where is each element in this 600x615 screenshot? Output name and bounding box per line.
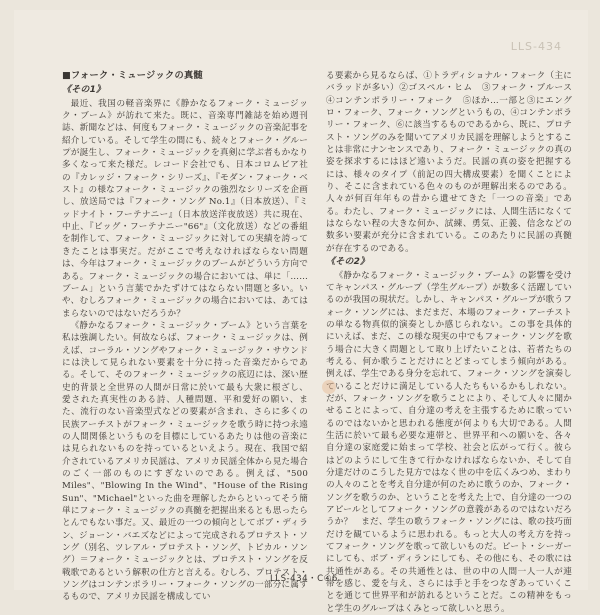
right-column [326, 70, 572, 615]
faded-stamp: LLS-434 [511, 40, 562, 53]
section-2-label: 《その2》 [326, 256, 572, 268]
paragraph: 最近、我国の軽音楽界に《静かなるフォーク・ミュージック・ブーム》が訪れて来た。既に、音楽専門雑誌を始め週刊誌、新聞などは、何度もフォーク・ミュージックの音楽記事を紹介している。そして学生の間にも、続々とフォーク・グループが誕生し、フォーク・ミュージックを真剣に学ぶ者もかなり多くなって来た様だ。レコード会社でも、日本コロムビア社の『カレッジ・フォーク・シリーズ』、『モダン・フォーク・ベスト』の様なフォーク・ミュージックの強烈なシリーズを企画し、放送局では『フォーク・ソング No.1』（日本放送）、『ミッドナイト・フーテナニー』（日本放送洋夜放送）共に現在、中止、『ビッグ・フーテナニー"66"』（文化放送）などの番組を制作して、フォーク・ミュージックに対しての実績を誇ってきたことは事実だ。だがここで考えなければならない問題は、今年はフォーク・ミュージックのブームがどういう方向である。フォーク・ミュージックの場合においては、単に「……ブーム」という言葉でかたずけてはならない問題と多い。いや、むしろフォーク・ミュージックの場合においては、あてはまらないのではないだろうか？ [62, 98, 308, 320]
paragraph: 《静かなるフォーク・ミュージック・ブーム》という言葉を私は強調したい。何故ならば、フォーク・ミュージックは、例えば、コーラル・ソングやフォーク・ミュージック・サウンドには決して見られない要素を十分に持った音楽だからである。そして、そのフォーク・ミュージックの底辺には、深い歴史的背景と全世界の人間が日常に於いて最も大衆に根ざし、愛された真実性のある詩、人種問題、平和愛好の願い、また、流行のない音楽型式などの要素が含まれ、さらに多くの民族アーチストがフォーク・ミュージックを歌う時に持つ永遠の人間関係というものを目標にしているあたりは他の音楽には見られないものを持っているといえよう。現在、我国で紹介されているアメリカ民謡は、アメリカ民謡全体から見た場合のごく一部のものにすぎないのである。例えば、"500 Miles"、"Blowing In the Wind"、"House of the Rising Sun"、"Michael"といった曲を理解したからといってそう簡単にフォーク・ミュージックの真髄を把握出来るとも思ったらとんでもない事だ。又、最近の一つの傾向としてボブ・ディラン、ジョーン・バエズなどによって完成されるプロテスト・ソング（別名、ツレアル・プロテスト・ソング、トピカル・ソング）＝フォーク・ミュージックとは、プロテスト・ソングを反戦歌であるという解釈の仕方と言える。むしろ、プロテスト・ソングはコンテンポラリー・フォーク・ソングの一部分に属するもので、アメリカ民謡を構成してい [62, 320, 308, 604]
catalog-number: LLS-434・C④6 [270, 572, 338, 584]
left-column [62, 70, 308, 604]
article-heading: ■フォーク・ミュージックの真髄 [62, 70, 308, 82]
liner-notes-sheet [14, 10, 588, 590]
stain-mark [322, 380, 336, 394]
paragraph: 《静かなるフォーク・ミュージック・ブーム》の影響を受けてキャンパス・グループ（学生グループ）が数多く活躍しているのが我国の現状だ。しかし、キャンパス・グループが歌うフォーク・ソングには、まだまだ、本場のフォーク・アーチストの単なる物真似的演奏としか感じられない。この事を具体的にいえば、まだ、この様な現実の中でもフォーク・ソングを歌う場合に大きく問題として取り上げたいことは、若者たちの考える、何か歌うことだけにとどまってしまう傾向がある。例えば、学生である身分を忘れて、フォーク・ソングを演奏していることだけに満足している人たちもいるかもしれない。だが、フォーク・ソングを歌うことにより、そして人々に聞かせることによって、自分達の考えを主張するために歌っているのではないかと思われる態度が何よりも大切である。人間生活に於いて最も必要な連帯と、世界平和への願いを、各々自分達の家庭愛に始まって学校、社会と広がって行く。彼らはどのようにして生きて行かなければならないか、そして自分達だけのこうした見方ではなく世の中を広くみつめ、まわりの人々のことを考え自分達が何のために歌うのか、フォーク・ソングを歌うのか、ということを考えた上で、自分達の一つのアピールとしてフォーク・ソングの意義があるのではないだろうか？ まだ、学生の歌うフォーク・ソングには、歌の技巧面だけを観ているように思われる。もっと大人の考え方を持ってフォーク・ソングを歌って欲しいものだ。ピート・シーガーにしても、ボブ・ディランにしても、その他にも、その歌には共通性がある。その共通性とは、世の中の人間一人一人が連帯を感じ、愛を与え、さらには手と手をつなぎあっていくことを通じて世界平和が訪れるということだ。この精神をもっと学生のグループはくみとって欲しいと思う。 [326, 270, 572, 615]
paragraph: る要素から見るならば、①トラディショナル・フォーク（主にバラッドが多い）②ゴスペル・ヒム ③フォーク・ブルース ④コンテンポラリー・フォーク ⑤ほか…一部と③にエングロ・フォーク、フォーク・ソングというもの、④コンテンポラリー・フォーク、⑥に該当するものであるから、既に、プロテスト・ソングのみを聞いてアメリカ民謡を理解しようとすることは非常にナンセンスであり、フォーク・ミュージックの真の姿を探求するにはほど遠いようだ。民謡の真の姿を把握するには、様々のタイプ（前記の四大構成要素）を聞くことにより、そこに含まれている色々のものが理解出来るのである。人々が何百年年もの昔から遺せてきた「一つの音楽」である。わたし、フォーク・ミュージックには、人間生活になくてはならない程の大きな何か、試練、勇気、正義、信念などの数多い要素が充分に含まれている。このあたりに民謡の真髄が存在するのである。 [326, 70, 572, 255]
section-1-label: 《その1》 [62, 84, 308, 96]
